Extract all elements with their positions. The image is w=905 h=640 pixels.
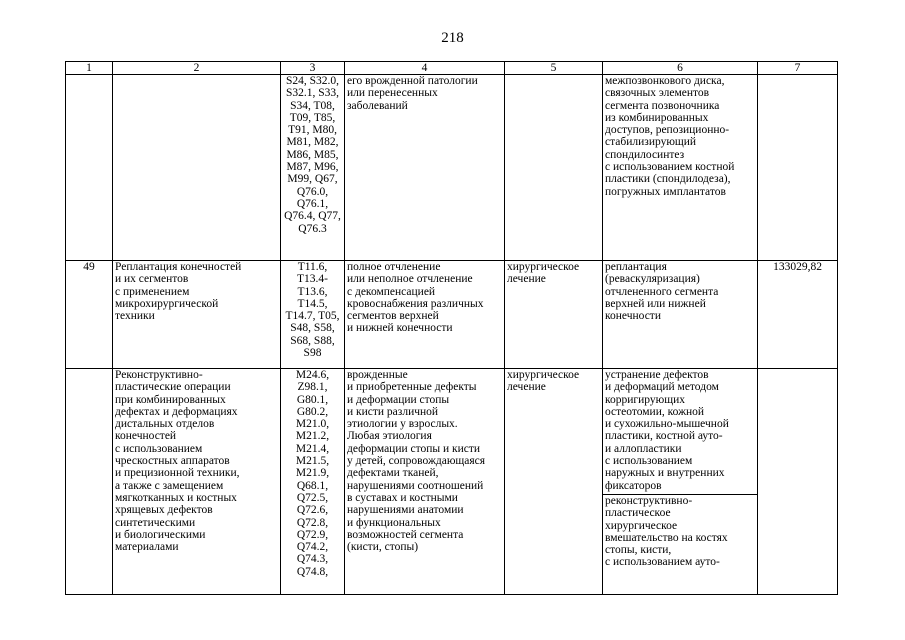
cell-line: и нижней конечности xyxy=(347,322,453,335)
cell-line: пластики, костной ауто- xyxy=(605,430,723,443)
page-number: 218 xyxy=(441,30,464,46)
cell-line: спондилосинтез xyxy=(605,148,685,161)
cell-line: G80.1, xyxy=(296,393,329,406)
header-cell: 7 xyxy=(758,62,838,75)
cell-line: S68, S88, xyxy=(290,334,335,347)
cell-line: M21.0, xyxy=(295,418,330,431)
cell-line: а также с замещением xyxy=(115,479,224,492)
cell-line: устранение дефектов xyxy=(605,369,709,381)
cell-line: доступов, репозиционно- xyxy=(605,124,730,137)
cell-line: M21.9, xyxy=(295,467,330,480)
table-header-row xyxy=(66,62,838,75)
cell-line: наружных и внутренних xyxy=(605,467,725,480)
cell-line: T11.6, xyxy=(297,261,328,273)
cell-line: связочных элементов xyxy=(605,87,710,100)
row-number-cell: 49 xyxy=(66,261,113,369)
cell-line: и прецизионной техники, xyxy=(115,467,240,480)
cell-line: деформации стопы и кисти xyxy=(347,442,481,455)
cell-line: нарушениями соотношений xyxy=(347,479,484,492)
cell-line: Q74.8, xyxy=(296,565,329,578)
cell-line: S98 xyxy=(303,347,322,360)
cell-line: конечности xyxy=(605,310,661,323)
cell-line: стабилизирующий xyxy=(605,136,697,149)
diagnosis-codes-cell xyxy=(281,75,345,261)
cell-line: хрящевых дефектов xyxy=(115,504,213,517)
treatment-type-cell xyxy=(505,75,603,261)
cell-line: M21.4, xyxy=(295,442,330,455)
cell-line: полное отчленение xyxy=(347,261,441,273)
cell-line: T09, T85, xyxy=(289,111,336,124)
cell-line: Q72.5, xyxy=(296,491,329,504)
method-block xyxy=(605,75,755,198)
cell-line: и приобретенные дефекты xyxy=(347,381,477,394)
cell-line: погружных имплантатов xyxy=(605,185,726,198)
cell-line: Q72.9, xyxy=(296,528,329,541)
cell-line: с декомпенсацией xyxy=(347,285,436,298)
cell-line: возможностей сегмента xyxy=(347,528,464,541)
patient-model-cell xyxy=(345,75,505,261)
cell-line: чрескостных аппаратов xyxy=(115,455,230,468)
cell-line: T91, M80, xyxy=(288,124,337,137)
procedure-name-cell xyxy=(113,261,281,369)
cell-line: M87, M96, xyxy=(286,161,339,174)
cell-line: Z98.1, xyxy=(297,381,328,394)
method-block xyxy=(605,261,755,322)
cell-line: Q74.2, xyxy=(296,541,329,554)
cell-line: при комбинированных xyxy=(115,393,226,406)
cell-line: хирургическое xyxy=(605,519,678,532)
procedure-name-cell xyxy=(113,369,281,595)
procedure-name-cell xyxy=(113,75,281,261)
cell-line: этиологии у взрослых. xyxy=(347,418,458,431)
cell-line: реплантация xyxy=(605,261,667,273)
cell-line: M21.5, xyxy=(295,455,330,468)
cell-line: реконструктивно- xyxy=(605,494,693,507)
cell-line: с использованием ауто- xyxy=(605,556,720,569)
row-number-cell xyxy=(66,75,113,261)
cell-line: материалами xyxy=(115,541,179,554)
cell-line: остеотомии, кожной xyxy=(605,405,705,418)
treatment-method-cell xyxy=(603,369,758,595)
table-row xyxy=(66,75,838,261)
cell-line: хирургическое xyxy=(507,369,580,381)
cell-line: пластическое xyxy=(605,507,671,520)
method-block xyxy=(603,369,757,495)
cell-line: сегментов верхней xyxy=(347,310,439,323)
cell-line: корригирующих xyxy=(605,393,685,406)
cell-line: лечение xyxy=(507,381,546,394)
cell-line: конечностей xyxy=(115,430,177,443)
cell-line: или перенесенных xyxy=(347,87,438,100)
treatment-type-cell xyxy=(505,261,603,369)
cell-line: Любая этиология xyxy=(347,430,432,443)
cell-line: из комбинированных xyxy=(605,111,709,124)
cell-line: Q72.6, xyxy=(296,504,329,517)
cell-line: Q72.8, xyxy=(296,516,329,529)
cell-line: микрохирургической xyxy=(115,297,219,310)
cell-line: техники xyxy=(115,310,155,323)
cell-line: дефектами тканей, xyxy=(347,467,439,480)
cell-line: отчлененного сегмента xyxy=(605,285,719,298)
cost-cell xyxy=(758,75,838,261)
cell-line: пластические операции xyxy=(115,381,231,394)
cell-line: сегмента позвоночника xyxy=(605,99,720,112)
cell-line: M86, M85, xyxy=(286,148,339,161)
cell-line: и деформации стопы xyxy=(347,393,450,406)
cell-line: фиксаторов xyxy=(605,479,662,492)
patient-model-cell xyxy=(345,261,505,369)
cell-line: M21.2, xyxy=(295,430,330,443)
patient-model-cell xyxy=(345,369,505,595)
cost-cell: 133029,82 xyxy=(758,261,838,369)
header-cell: 2 xyxy=(113,62,281,75)
cell-line: лечение xyxy=(507,273,546,286)
cell-line: Q76.1, xyxy=(296,197,329,210)
header-cell: 5 xyxy=(505,62,603,75)
cell-line: и кисти различной xyxy=(347,405,439,418)
cell-line: с использованием xyxy=(115,442,203,455)
cell-line: и аллопластики xyxy=(605,442,682,455)
cell-line: пластики (спондилодеза), xyxy=(605,173,731,186)
cell-line: Реплантация конечностей xyxy=(115,261,242,273)
treatment-method-cell xyxy=(603,261,758,369)
header-cell: 3 xyxy=(281,62,345,75)
cell-line: нарушениями анатомии xyxy=(347,504,464,517)
cell-line: или неполное отчленение xyxy=(347,273,473,286)
cell-line: в суставах и костными xyxy=(347,491,458,504)
cell-line: у детей, сопровождающаяся xyxy=(347,455,486,468)
cell-line: врожденные xyxy=(347,369,408,381)
cell-line: M99, Q67, xyxy=(287,173,338,186)
cell-line: Q76.0, xyxy=(296,185,329,198)
cell-line: кровоснабжения различных xyxy=(347,297,484,310)
row-number-cell xyxy=(66,369,113,595)
cell-line: хирургическое xyxy=(507,261,580,273)
table-row xyxy=(66,369,838,595)
cell-line: дистальных отделов xyxy=(115,418,215,431)
cell-line: синтетическими xyxy=(115,516,196,529)
cell-line: и биологическими xyxy=(115,528,206,541)
table-row xyxy=(66,261,838,369)
cell-line: M81, M82, xyxy=(286,136,339,149)
cell-line: T14.7, T05, xyxy=(285,310,340,323)
cell-line: межпозвонкового диска, xyxy=(605,75,725,87)
cell-line: Q68.1, xyxy=(296,479,329,492)
cell-line: (реваскуляризация) xyxy=(605,273,700,286)
method-block xyxy=(603,495,757,571)
cell-line: и сухожильно-мышечной xyxy=(605,418,729,431)
cell-line: с применением xyxy=(115,285,190,298)
cell-line: и деформаций методом xyxy=(605,381,719,394)
cell-line: T14.5, xyxy=(297,297,328,310)
header-cell: 1 xyxy=(66,62,113,75)
header-cell: 4 xyxy=(345,62,505,75)
cell-line: его врожденной патологии xyxy=(347,75,478,87)
treatment-method-cell xyxy=(603,75,758,261)
cell-line: M24.6, xyxy=(295,369,330,381)
cell-line: (кисти, стопы) xyxy=(347,541,419,554)
cell-line: и функциональных xyxy=(347,516,441,529)
cell-line: мягкотканных и костных xyxy=(115,491,237,504)
cell-line: дефектах и деформациях xyxy=(115,405,238,418)
treatment-type-cell xyxy=(505,369,603,595)
cell-line: Реконструктивно- xyxy=(115,369,203,381)
cell-line: S24, S32.0, xyxy=(285,75,340,87)
diagnosis-codes-cell xyxy=(281,369,345,595)
cell-line: Q76.3 xyxy=(298,222,327,235)
cell-line: и их сегментов xyxy=(115,273,189,286)
header-cell: 6 xyxy=(603,62,758,75)
cell-line: вмешательство на костях xyxy=(605,531,728,544)
cell-line: с использованием костной xyxy=(605,161,735,174)
cell-line: S34, T08, xyxy=(290,99,335,112)
cell-line: заболеваний xyxy=(347,99,408,112)
cell-line: стопы, кисти, xyxy=(605,544,672,557)
medical-services-table xyxy=(65,61,838,595)
diagnosis-codes-cell xyxy=(281,261,345,369)
cell-line: верхней или нижней xyxy=(605,297,706,310)
cell-line: S48, S58, xyxy=(290,322,335,335)
cell-line: Q74.3, xyxy=(296,553,329,566)
cell-line: с использованием xyxy=(605,455,693,468)
cost-cell xyxy=(758,369,838,595)
cell-line: T13.6, xyxy=(297,285,328,298)
cell-line: Q76.4, Q77, xyxy=(284,210,341,223)
cell-line: G80.2, xyxy=(296,405,329,418)
cell-line: S32.1, S33, xyxy=(285,87,340,100)
cell-line: T13.4- xyxy=(297,273,328,286)
